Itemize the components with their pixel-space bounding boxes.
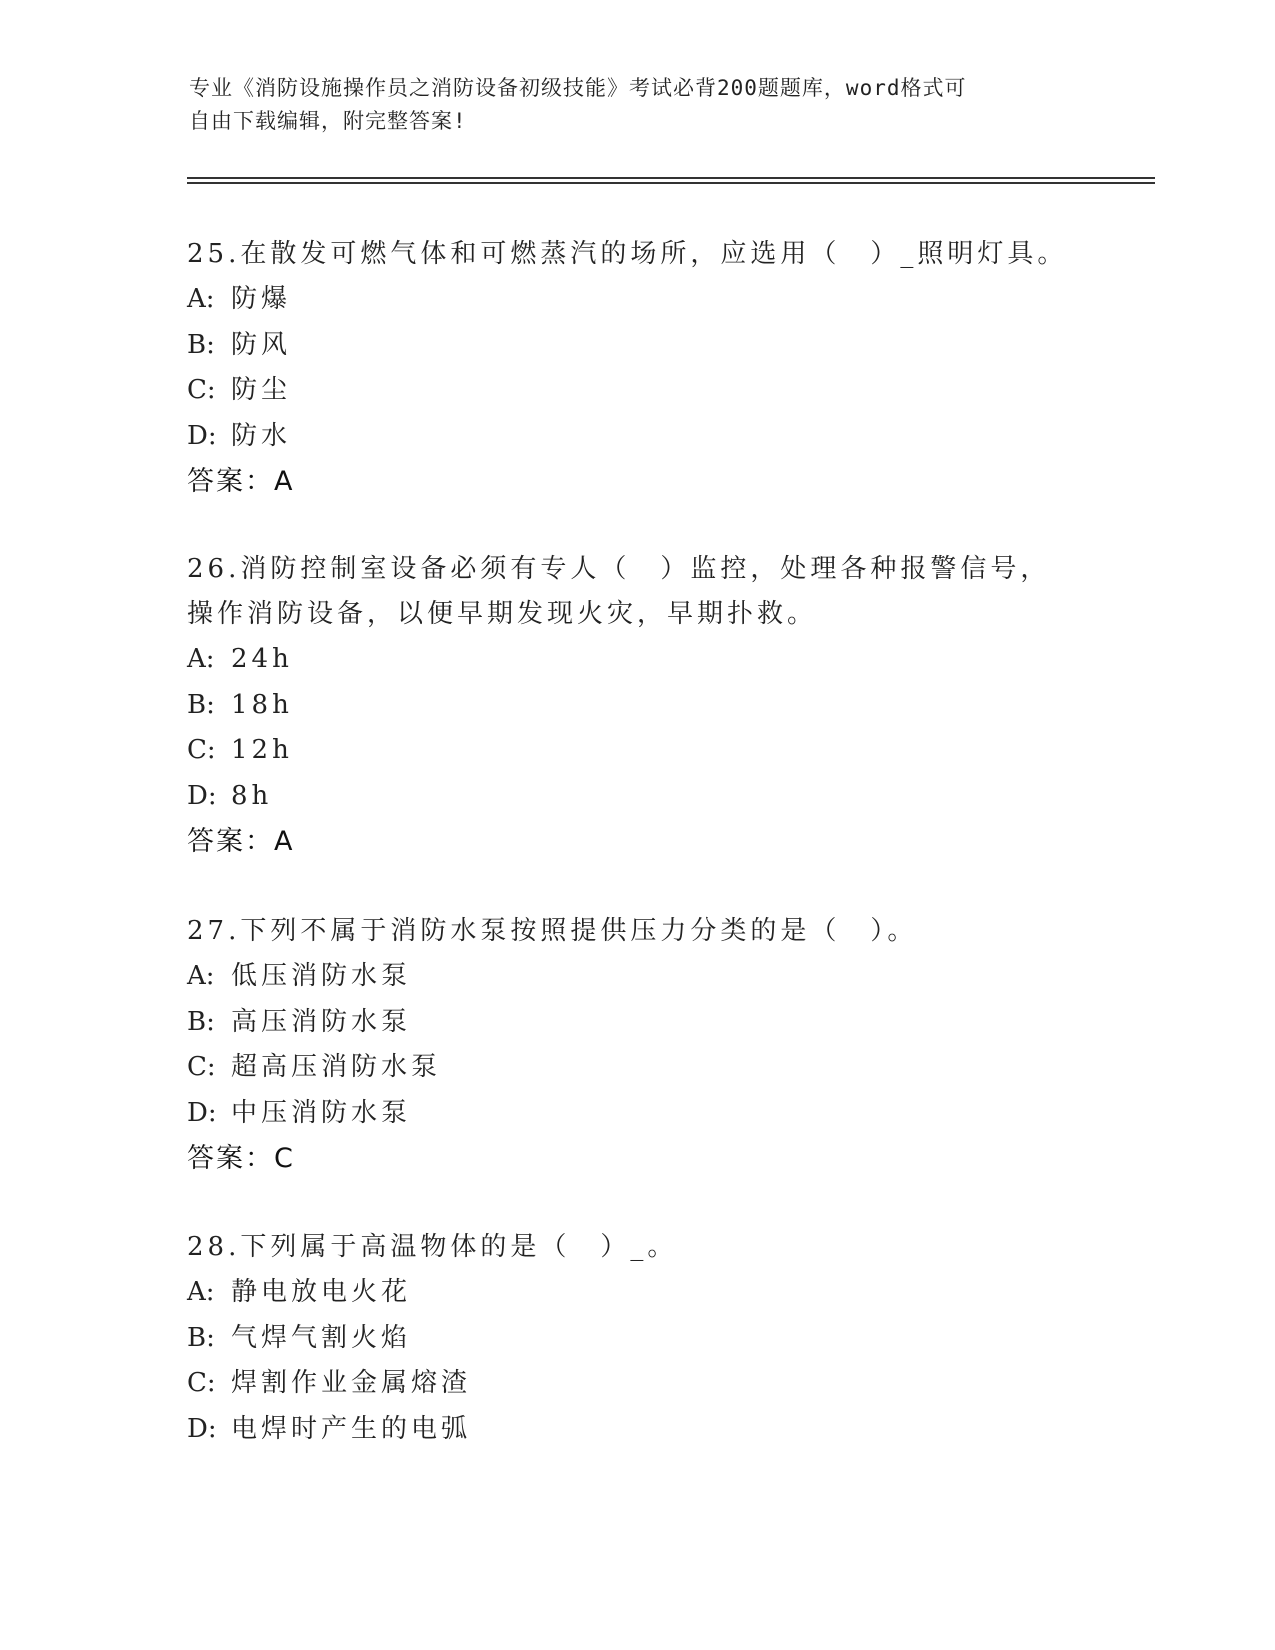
answer-label: 答案：A bbox=[187, 826, 295, 857]
option-c bbox=[187, 368, 1087, 414]
option-d bbox=[187, 414, 1087, 460]
option-a bbox=[187, 637, 1057, 683]
option-b bbox=[187, 1000, 1087, 1046]
option-letter: A: bbox=[187, 1277, 215, 1307]
option-letter: B: bbox=[187, 689, 215, 720]
option-letter: B: bbox=[187, 1322, 215, 1353]
option-text: 8h bbox=[231, 780, 273, 811]
option-letter: D: bbox=[187, 780, 217, 811]
option-b bbox=[187, 1316, 1087, 1362]
option-text: 防尘 bbox=[231, 375, 292, 405]
option-a bbox=[187, 954, 1087, 1000]
option-a bbox=[187, 277, 1087, 323]
option-c bbox=[187, 728, 1057, 774]
option-text: 高压消防水泵 bbox=[231, 1006, 412, 1037]
option-text: 18h bbox=[231, 689, 293, 720]
option-c bbox=[187, 1361, 1087, 1407]
question-text: 25.在散发可燃气体和可燃蒸汽的场所，应选用（ ）_照明灯具。 bbox=[187, 239, 1068, 269]
option-text: 12h bbox=[231, 735, 293, 765]
question-27 bbox=[187, 909, 1087, 1181]
option-text: 防爆 bbox=[231, 284, 292, 314]
option-letter: B: bbox=[187, 329, 215, 360]
option-text: 中压消防水泵 bbox=[231, 1097, 412, 1128]
option-text: 防水 bbox=[231, 420, 292, 451]
question-text: 26.消防控制室设备必须有专人（ ）监控，处理各种报警信号，操作消防设备，以便早期发现火灾，早期扑救。 bbox=[187, 554, 1051, 629]
header-line-2: 自由下载编辑，附完整答案! bbox=[189, 109, 467, 133]
option-b bbox=[187, 323, 1087, 369]
header-divider-bottom bbox=[187, 182, 1155, 184]
option-letter: C: bbox=[187, 1052, 216, 1082]
option-text: 电焊时产生的电弧 bbox=[231, 1413, 472, 1444]
header-divider-top bbox=[187, 177, 1155, 179]
option-text: 防风 bbox=[231, 329, 292, 360]
option-c bbox=[187, 1045, 1087, 1091]
option-letter: D: bbox=[187, 1097, 217, 1128]
option-text: 焊割作业金属熔渣 bbox=[231, 1368, 472, 1398]
option-letter: C: bbox=[187, 1368, 216, 1398]
option-d bbox=[187, 1091, 1087, 1137]
option-d bbox=[187, 774, 1057, 820]
answer-label: 答案：A bbox=[187, 466, 295, 497]
option-text: 24h bbox=[231, 644, 293, 674]
option-b bbox=[187, 683, 1057, 729]
option-letter: C: bbox=[187, 735, 216, 765]
option-letter: A: bbox=[187, 644, 215, 674]
option-letter: A: bbox=[187, 961, 215, 991]
option-letter: C: bbox=[187, 375, 216, 405]
question-28 bbox=[187, 1225, 1087, 1452]
document-header bbox=[189, 72, 1089, 138]
question-25 bbox=[187, 232, 1087, 504]
question-26 bbox=[187, 547, 1057, 864]
option-letter: B: bbox=[187, 1006, 215, 1037]
option-d bbox=[187, 1407, 1087, 1453]
answer-label: 答案：C bbox=[187, 1143, 295, 1174]
question-text: 27.下列不属于消防水泵按照提供压力分类的是（ ）。 bbox=[187, 916, 918, 946]
option-text: 静电放电火花 bbox=[231, 1277, 412, 1307]
option-a bbox=[187, 1270, 1087, 1316]
option-text: 气焊气割火焰 bbox=[231, 1322, 412, 1353]
option-letter: D: bbox=[187, 420, 217, 451]
header-line-1: 专业《消防设施操作员之消防设备初级技能》考试必背200题题库，word格式可 bbox=[189, 76, 967, 100]
option-letter: A: bbox=[187, 284, 215, 314]
question-text: 28.下列属于高温物体的是（ ）_。 bbox=[187, 1232, 678, 1262]
option-text: 低压消防水泵 bbox=[231, 961, 412, 991]
option-text: 超高压消防水泵 bbox=[231, 1052, 442, 1082]
option-letter: D: bbox=[187, 1413, 217, 1444]
